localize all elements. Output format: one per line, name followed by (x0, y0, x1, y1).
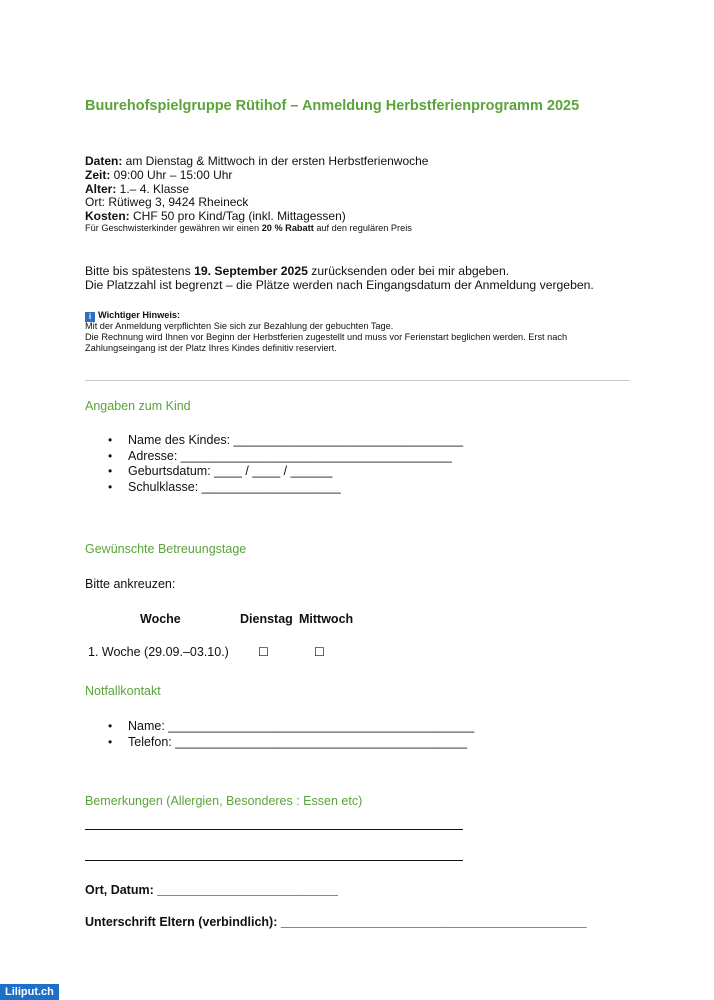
ort-line: Ort: Rütiweg 3, 9424 Rheineck (85, 195, 249, 209)
kind-fields (108, 433, 463, 495)
kind-adresse-field[interactable]: • Adresse: _______________________________________ (108, 449, 463, 465)
hint-line-3: Zahlungseingang ist der Platz Ihres Kindes definitiv reserviert. (85, 343, 337, 353)
info-icon: i (85, 312, 95, 322)
notfall-fields (108, 719, 474, 750)
kosten-line (85, 209, 346, 223)
col-dienstag: Dienstag (240, 612, 293, 626)
daten-label: Daten: (85, 154, 123, 168)
alter-value: 1.– 4. Klasse (116, 182, 190, 196)
deadline-line (85, 264, 509, 278)
ort-datum-field[interactable]: Ort, Datum: __________________________ (85, 883, 338, 897)
zeit-label: Zeit: (85, 168, 111, 182)
kind-name-field[interactable]: • Name des Kindes: _________________________________ (108, 433, 463, 449)
daten-value: am Dienstag & Mittwoch in der ersten Herbstferienwoche (122, 154, 429, 168)
zeit-line (85, 168, 232, 182)
hint-line-1: Mit der Anmeldung verpflichten Sie sich zur Bezahlung der gebuchten Tage. (85, 321, 394, 331)
betreuung-heading: Gewünschte Betreuungstage (85, 542, 247, 556)
col-woche: Woche (140, 612, 181, 626)
capacity-line: Die Platzzahl ist begrenzt – die Plätze werden nach Eingangsdatum der Anmeldung vergeben. (85, 278, 594, 292)
bemerkungen-line-2[interactable] (85, 860, 463, 861)
zeit-value: 09:00 Uhr – 15:00 Uhr (110, 168, 233, 182)
row-woche-1: 1. Woche (29.09.–03.10.) (88, 645, 229, 659)
separator-line (85, 380, 630, 381)
rabatt-pre: Für Geschwisterkinder gewähren wir einen (85, 223, 262, 233)
alter-line (85, 182, 189, 196)
bemerkungen-line-1[interactable] (85, 829, 463, 830)
kind-geburtsdatum-field[interactable]: • Geburtsdatum: ____ / ____ / ______ (108, 464, 463, 480)
rabatt-post: auf den regulären Preis (313, 223, 412, 233)
document-title: Buurehofspielgruppe Rütihof – Anmeldung Herbstferienprogramm 2025 (85, 98, 580, 114)
alter-label: Alter: (85, 182, 117, 196)
kind-heading: Angaben zum Kind (85, 399, 191, 413)
rabatt-line (85, 223, 412, 234)
hint-title: Wichtiger Hinweis: (98, 310, 181, 320)
rabatt-bold: 20 % Rabatt (261, 223, 314, 233)
notfall-telefon-field[interactable]: • Telefon: __________________________________________ (108, 735, 474, 751)
notfall-heading: Notfallkontakt (85, 684, 161, 698)
deadline-post: zurücksenden oder bei mir abgeben. (307, 264, 510, 278)
bemerkungen-heading: Bemerkungen (Allergien, Besonderes : Essen etc) (85, 794, 363, 808)
deadline-date: 19. September 2025 (194, 264, 308, 278)
kosten-label: Kosten: (85, 209, 130, 223)
checkbox-mittwoch[interactable]: ☐ (314, 645, 325, 659)
daten-line (85, 154, 428, 168)
notfall-name-field[interactable]: • Name: ____________________________________________ (108, 719, 474, 735)
betreuung-instruction: Bitte ankreuzen: (85, 577, 176, 591)
kosten-value: CHF 50 pro Kind/Tag (inkl. Mittagessen) (129, 209, 346, 223)
col-mittwoch: Mittwoch (299, 612, 354, 626)
hint-line-2: Die Rechnung wird Ihnen vor Beginn der Herbstferien zugestellt und muss vor Ferienstart beglichen werden. Erst nach (85, 332, 568, 342)
unterschrift-field[interactable]: Unterschrift Eltern (verbindlich): ____________________________________________ (85, 915, 587, 929)
checkbox-dienstag[interactable]: ☐ (258, 645, 269, 659)
deadline-pre: Bitte bis spätestens (85, 264, 195, 278)
kind-schulklasse-field[interactable]: • Schulklasse: ____________________ (108, 480, 463, 496)
liliput-logo: Liliput.ch (0, 984, 59, 1000)
